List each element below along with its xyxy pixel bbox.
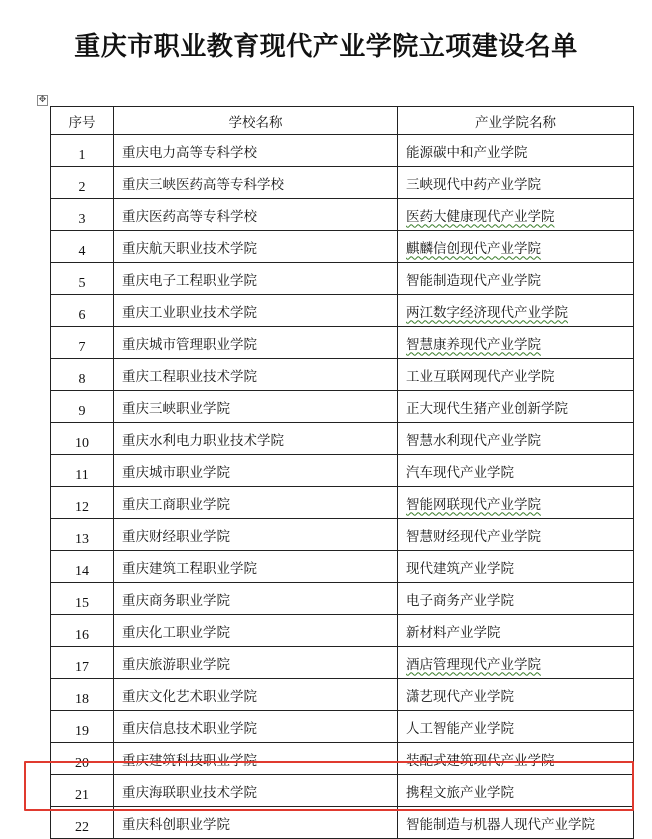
table-row xyxy=(51,487,634,519)
row-serial-number xyxy=(51,199,114,231)
row-serial-number-text: 12 xyxy=(75,500,89,515)
row-school-name xyxy=(114,327,398,359)
table-row xyxy=(51,775,634,807)
row-serial-number-text: 2 xyxy=(78,180,86,195)
row-college-name xyxy=(398,135,634,167)
row-school-name xyxy=(114,711,398,743)
row-college-name xyxy=(398,679,634,711)
row-school-name-text: 重庆商务职业学院 xyxy=(122,592,230,609)
row-college-name xyxy=(398,295,634,327)
row-college-name-text: 人工智能产业学院 xyxy=(406,720,514,737)
row-serial-number xyxy=(51,295,114,327)
row-college-name-text: 智能制造与机器人现代产业学院 xyxy=(406,816,595,833)
row-serial-number-text: 9 xyxy=(78,404,86,419)
table-row xyxy=(51,679,634,711)
row-school-name xyxy=(114,135,398,167)
table-row xyxy=(51,359,634,391)
row-college-name-text: 智能制造现代产业学院 xyxy=(406,272,541,289)
row-serial-number-text: 17 xyxy=(75,660,89,675)
row-serial-number xyxy=(51,551,114,583)
table-header-row xyxy=(51,107,634,135)
row-serial-number-text: 1 xyxy=(78,148,86,163)
row-college-name xyxy=(398,711,634,743)
row-college-name xyxy=(398,167,634,199)
row-school-name-text: 重庆科创职业学院 xyxy=(122,816,230,833)
row-school-name-text: 重庆城市职业学院 xyxy=(122,464,230,481)
row-school-name xyxy=(114,519,398,551)
row-serial-number xyxy=(51,327,114,359)
row-school-name xyxy=(114,775,398,807)
row-college-name xyxy=(398,359,634,391)
table-row xyxy=(51,295,634,327)
row-serial-number-text: 5 xyxy=(78,276,86,291)
row-school-name xyxy=(114,455,398,487)
row-school-name-text: 重庆海联职业技术学院 xyxy=(122,784,257,801)
row-serial-number xyxy=(51,615,114,647)
row-school-name-text: 重庆旅游职业学院 xyxy=(122,656,230,673)
row-college-name-text: 智能网联现代产业学院 xyxy=(406,496,541,513)
row-college-name-text: 新材料产业学院 xyxy=(406,624,501,641)
row-school-name xyxy=(114,583,398,615)
row-college-name-text: 能源碳中和产业学院 xyxy=(406,144,528,161)
row-serial-number xyxy=(51,711,114,743)
row-college-name xyxy=(398,775,634,807)
row-school-name xyxy=(114,231,398,263)
row-school-name-text: 重庆城市管理职业学院 xyxy=(122,336,257,353)
table-row xyxy=(51,615,634,647)
row-serial-number-text: 7 xyxy=(78,340,86,355)
row-college-name-text: 智慧水利现代产业学院 xyxy=(406,432,541,449)
row-college-name-text: 两江数字经济现代产业学院 xyxy=(406,304,568,321)
row-college-name xyxy=(398,743,634,775)
row-school-name-text: 重庆化工职业学院 xyxy=(122,624,230,641)
row-school-name-text: 重庆工商职业学院 xyxy=(122,496,230,513)
row-school-name-text: 重庆工程职业技术学院 xyxy=(122,368,257,385)
row-serial-number-text: 4 xyxy=(78,244,86,259)
row-serial-number-text: 22 xyxy=(75,820,89,835)
table-row xyxy=(51,263,634,295)
row-college-name-text: 潇艺现代产业学院 xyxy=(406,688,514,705)
row-school-name xyxy=(114,647,398,679)
row-school-name xyxy=(114,359,398,391)
row-college-name-text: 智慧财经现代产业学院 xyxy=(406,528,541,545)
row-college-name xyxy=(398,423,634,455)
row-college-name-text: 现代建筑产业学院 xyxy=(406,560,514,577)
row-serial-number xyxy=(51,775,114,807)
row-school-name xyxy=(114,199,398,231)
table-row xyxy=(51,423,634,455)
row-serial-number xyxy=(51,231,114,263)
table-row xyxy=(51,167,634,199)
row-college-name-text: 电子商务产业学院 xyxy=(406,592,514,609)
row-school-name-text: 重庆水利电力职业技术学院 xyxy=(122,432,284,449)
row-college-name-text: 工业互联网现代产业学院 xyxy=(406,368,555,385)
row-school-name xyxy=(114,487,398,519)
row-college-name-text: 装配式建筑现代产业学院 xyxy=(406,752,555,769)
row-school-name xyxy=(114,391,398,423)
table-row xyxy=(51,519,634,551)
table-row xyxy=(51,455,634,487)
row-college-name xyxy=(398,455,634,487)
row-college-name xyxy=(398,647,634,679)
row-serial-number-text: 13 xyxy=(75,532,89,547)
row-serial-number xyxy=(51,647,114,679)
row-school-name xyxy=(114,295,398,327)
row-college-name xyxy=(398,551,634,583)
row-college-name-text: 酒店管理现代产业学院 xyxy=(406,656,541,673)
row-college-name-text: 正大现代生猪产业创新学院 xyxy=(406,400,568,417)
row-school-name-text: 重庆建筑科技职业学院 xyxy=(122,752,257,769)
row-college-name-text: 智慧康养现代产业学院 xyxy=(406,336,541,353)
row-school-name-text: 重庆财经职业学院 xyxy=(122,528,230,545)
table-row xyxy=(51,551,634,583)
row-serial-number xyxy=(51,583,114,615)
row-school-name-text: 重庆三峡医药高等专科学校 xyxy=(122,176,284,193)
table-row xyxy=(51,743,634,775)
row-school-name-text: 重庆文化艺术职业学院 xyxy=(122,688,257,705)
header-college-name: 产业学院名称 xyxy=(398,107,634,135)
header-serial-number: 序号 xyxy=(51,107,114,135)
row-serial-number-text: 11 xyxy=(75,468,89,483)
row-serial-number-text: 6 xyxy=(78,308,86,323)
row-serial-number xyxy=(51,423,114,455)
row-serial-number xyxy=(51,135,114,167)
row-college-name-text: 携程文旅产业学院 xyxy=(406,784,514,801)
table-row xyxy=(51,711,634,743)
page-title: 重庆市职业教育现代产业学院立项建设名单 xyxy=(74,32,578,62)
school-list-table xyxy=(50,106,634,839)
row-serial-number xyxy=(51,487,114,519)
row-school-name-text: 重庆电力高等专科学校 xyxy=(122,144,257,161)
row-school-name xyxy=(114,551,398,583)
row-college-name xyxy=(398,263,634,295)
row-college-name xyxy=(398,487,634,519)
row-serial-number-text: 8 xyxy=(78,372,86,387)
row-serial-number-text: 19 xyxy=(75,724,89,739)
table-row xyxy=(51,327,634,359)
row-school-name xyxy=(114,743,398,775)
row-college-name xyxy=(398,327,634,359)
row-serial-number xyxy=(51,167,114,199)
row-college-name xyxy=(398,231,634,263)
row-serial-number-text: 10 xyxy=(75,436,89,451)
row-serial-number xyxy=(51,391,114,423)
row-serial-number xyxy=(51,679,114,711)
table-row xyxy=(51,391,634,423)
row-serial-number xyxy=(51,359,114,391)
row-serial-number-text: 14 xyxy=(75,564,89,579)
row-college-name xyxy=(398,391,634,423)
row-serial-number xyxy=(51,743,114,775)
row-college-name-text: 麒麟信创现代产业学院 xyxy=(406,240,541,257)
row-school-name-text: 重庆建筑工程职业学院 xyxy=(122,560,257,577)
row-school-name-text: 重庆信息技术职业学院 xyxy=(122,720,257,737)
row-school-name xyxy=(114,423,398,455)
row-serial-number-text: 20 xyxy=(75,756,89,771)
table-row xyxy=(51,583,634,615)
row-college-name xyxy=(398,199,634,231)
row-school-name-text: 重庆工业职业技术学院 xyxy=(122,304,257,321)
header-school-name: 学校名称 xyxy=(114,107,398,135)
row-school-name xyxy=(114,807,398,839)
table-row xyxy=(51,647,634,679)
row-school-name xyxy=(114,615,398,647)
row-college-name-text: 三峡现代中药产业学院 xyxy=(406,176,541,193)
row-college-name-text: 汽车现代产业学院 xyxy=(406,464,514,481)
table-row xyxy=(51,807,634,839)
row-college-name-text: 医药大健康现代产业学院 xyxy=(406,208,555,225)
row-serial-number xyxy=(51,263,114,295)
row-school-name-text: 重庆航天职业技术学院 xyxy=(122,240,257,257)
row-serial-number-text: 15 xyxy=(75,596,89,611)
row-serial-number xyxy=(51,519,114,551)
row-school-name xyxy=(114,679,398,711)
row-serial-number-text: 18 xyxy=(75,692,89,707)
row-serial-number xyxy=(51,455,114,487)
row-school-name-text: 重庆电子工程职业学院 xyxy=(122,272,257,289)
table-move-handle-icon[interactable]: ✥ xyxy=(38,95,47,105)
row-college-name xyxy=(398,807,634,839)
row-school-name-text: 重庆医药高等专科学校 xyxy=(122,208,257,225)
row-college-name xyxy=(398,583,634,615)
table-row xyxy=(51,199,634,231)
table-row xyxy=(51,231,634,263)
row-serial-number xyxy=(51,807,114,839)
row-serial-number-text: 21 xyxy=(75,788,89,803)
row-serial-number-text: 3 xyxy=(78,212,86,227)
row-school-name xyxy=(114,167,398,199)
row-serial-number-text: 16 xyxy=(75,628,89,643)
table-row xyxy=(51,135,634,167)
row-college-name xyxy=(398,519,634,551)
row-college-name xyxy=(398,615,634,647)
row-school-name xyxy=(114,263,398,295)
row-school-name-text: 重庆三峡职业学院 xyxy=(122,400,230,417)
